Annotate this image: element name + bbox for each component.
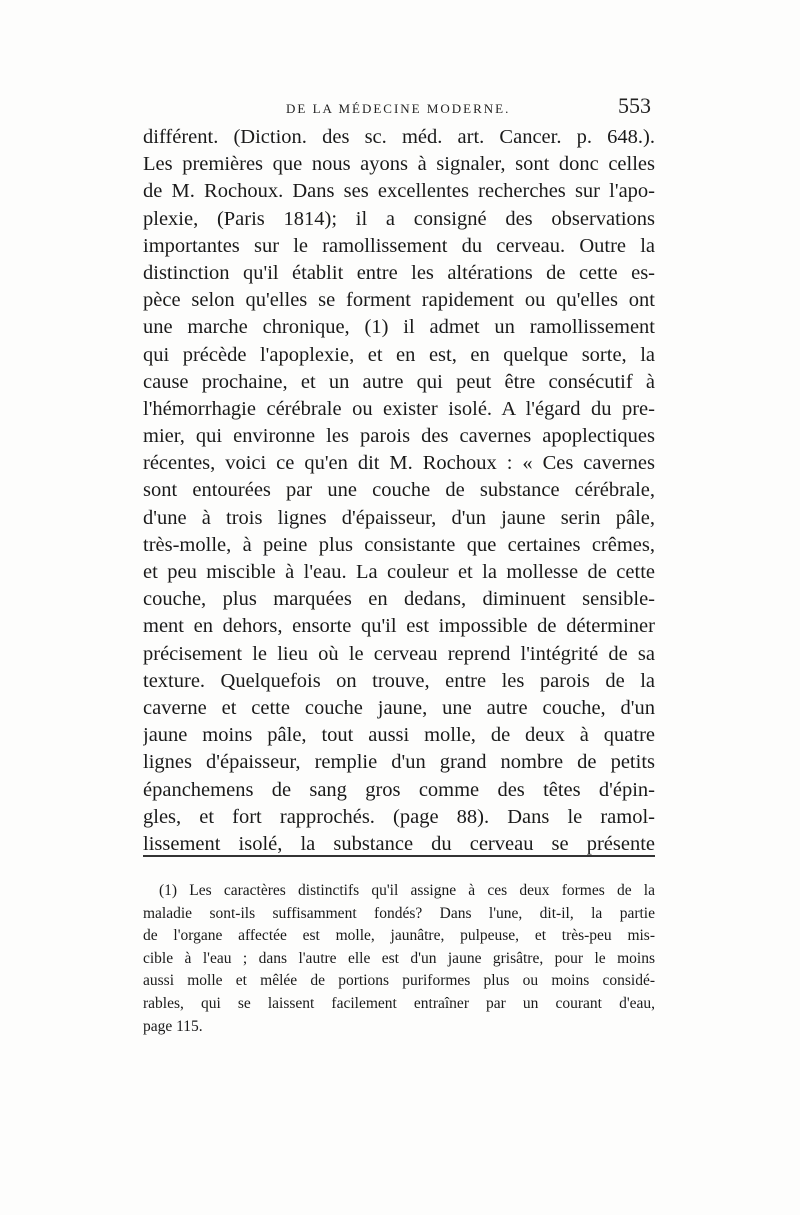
footnote (143, 880, 655, 1038)
text-line: texture. Quelquefois on trouve, entre les parois de la (143, 669, 655, 692)
footnote-separator-rule (143, 855, 655, 857)
text-line: sont entourées par une couche de substance cérébrale, (143, 479, 655, 502)
text-line: plexie, (Paris 1814); il a consigné des observations (143, 207, 655, 230)
text-line: et peu miscible à l'eau. La couleur et la mollesse de cette (143, 561, 655, 583)
footnote-line: (1) Les caractères distinctifs qu'il assigne à ces deux formes de la (159, 882, 655, 899)
running-title: DE LA MÉDECINE MODERNE. (286, 101, 511, 116)
footnote-line: aussi molle et mêlée de portions puriformes plus ou moins considé- (143, 972, 655, 990)
text-line: cause prochaine, et un autre qui peut être consécutif à (143, 370, 655, 393)
footnote-line: page 115. (143, 1017, 203, 1035)
text-line: une marche chronique, (1) il admet un ramollissement (143, 316, 655, 339)
text-line: ment en dehors, ensorte qu'il est impossible de déterminer (143, 615, 655, 638)
footnote-line: maladie sont-ils suffisamment fondés? Dans l'une, dit-il, la partie (143, 904, 655, 922)
text-line: précisement le lieu où le cerveau reprend l'intégrité de sa (143, 642, 655, 665)
text-line: épanchemens de sang gros comme des têtes d'épin- (143, 778, 655, 801)
text-line: d'une à trois lignes d'épaisseur, d'un jaune serin pâle, (143, 506, 655, 529)
text-line: gles, et fort rapprochés. (page 88). Dans le ramol- (143, 805, 655, 828)
text-line: caverne et cette couche jaune, une autre couche, d'un (143, 696, 655, 719)
text-line: couche, plus marquées en dedans, diminuent sensible- (143, 588, 655, 611)
text-line: mier, qui environne les parois des cavernes apoplectiques (143, 425, 655, 448)
footnote-line: de l'organe affectée est molle, jaunâtre, pulpeuse, et très-peu mis- (143, 927, 655, 945)
text-line: récentes, voici ce qu'en dit M. Rochoux : « Ces cavernes (143, 452, 655, 475)
text-line: l'hémorrhagie cérébrale ou exister isolé. A l'égard du pre- (143, 397, 655, 420)
page-number: 553 (618, 93, 651, 118)
text-line: différent. (Diction. des sc. méd. art. Cancer. p. 648.). (143, 126, 655, 148)
text-line: lignes d'épaisseur, remplie d'un grand nombre de petits (143, 751, 655, 774)
text-line: pèce selon qu'elles se forment rapidement ou qu'elles ont (143, 289, 655, 312)
footnote-line: cible à l'eau ; dans l'autre elle est d'un jaune grisâtre, pour le moins (143, 949, 655, 967)
text-line: lissement isolé, la substance du cerveau se présente (143, 832, 655, 855)
text-line: Les premières que nous ayons à signaler, sont donc celles (143, 153, 655, 176)
text-line: très-molle, à peine plus consistante que certaines crêmes, (143, 533, 655, 556)
text-line: qui précède l'apoplexie, et en est, en quelque sorte, la (143, 343, 655, 366)
text-line: distinction qu'il établit entre les altérations de cette es- (143, 261, 655, 284)
text-line: de M. Rochoux. Dans ses excellentes recherches sur l'apo- (143, 180, 655, 203)
text-line: jaune moins pâle, tout aussi molle, de deux à quatre (143, 724, 655, 747)
main-text (143, 124, 655, 858)
footnote-line: rables, qui se laissent facilement entraîner par un courant d'eau, (143, 994, 655, 1012)
text-line: importantes sur le ramollissement du cerveau. Outre la (143, 234, 655, 257)
